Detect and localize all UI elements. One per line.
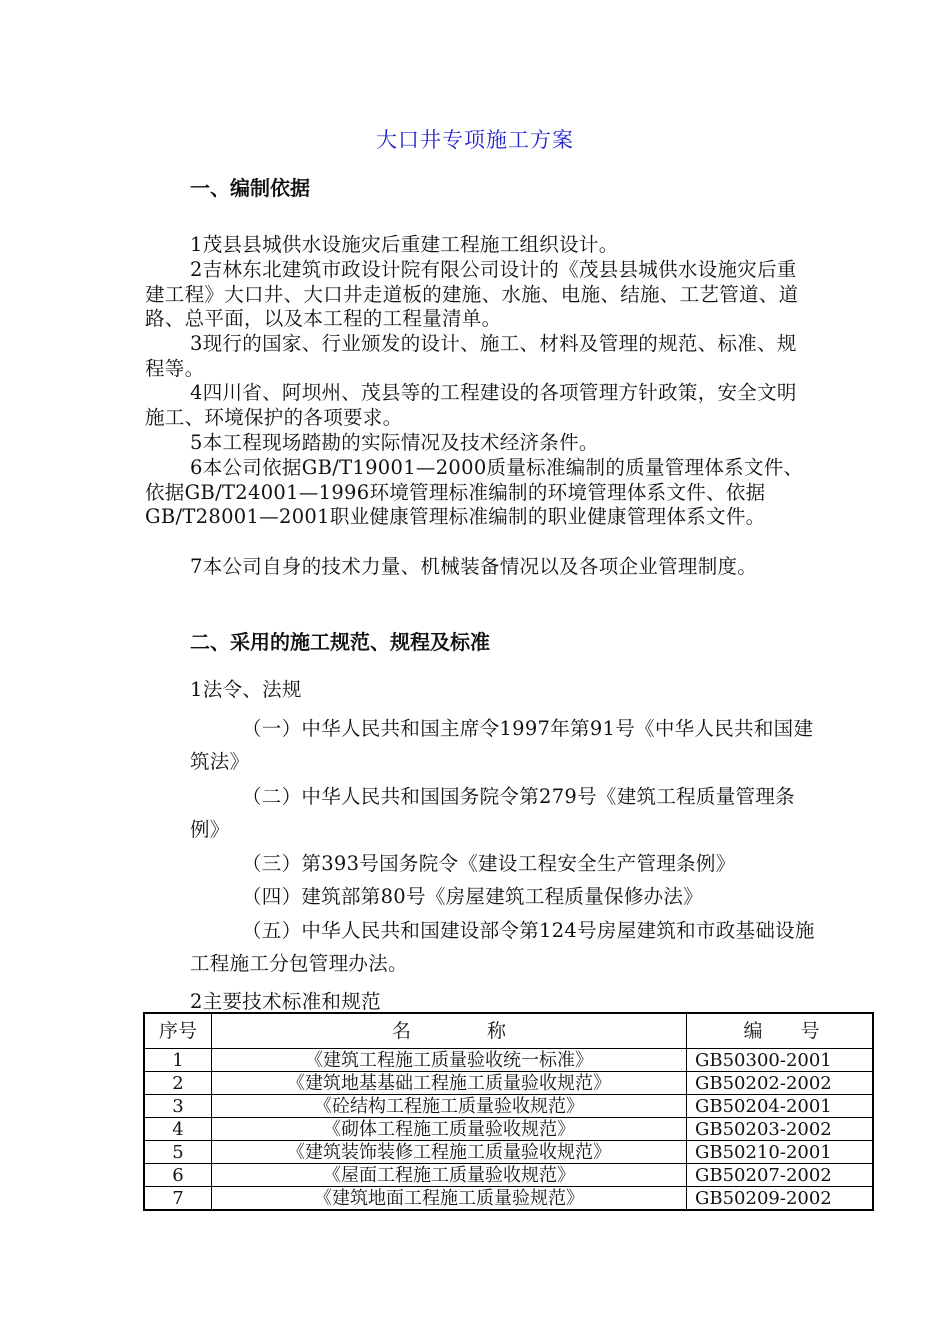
table-row <box>144 1095 873 1118</box>
row-no: 3 <box>144 1095 212 1118</box>
law-item-3: （三）第393号国务院令《建设工程安全生产管理条例》 <box>242 852 736 875</box>
row-code: GB50202-2002 <box>687 1072 874 1095</box>
basis-item-6: 6本公司依据GB/T19001—2000质量标准编制的质量管理体系文件、依据GB/T24001—1996环境管理标准编制的环境管理体系文件、依据GB/T28001—2001职业健康管理标准编制的职业健康管理体系文件。 <box>145 456 804 528</box>
row-code: GB50210-2001 <box>687 1141 874 1164</box>
row-no: 6 <box>144 1164 212 1187</box>
row-name: 《建筑装饰装修工程施工质量验收规范》 <box>212 1141 687 1164</box>
law-item-4: （四）建筑部第80号《房屋建筑工程质量保修办法》 <box>242 885 704 908</box>
row-code: GB50209-2002 <box>687 1187 874 1211</box>
header-name: 名 称 <box>212 1013 687 1049</box>
row-no: 1 <box>144 1049 212 1072</box>
table-row <box>144 1141 873 1164</box>
basis-item-4: 4四川省、阿坝州、茂县等的工程建设的各项管理方针政策，安全文明施工、环境保护的各项要求。 <box>145 381 797 429</box>
section-heading-standards: 二、采用的施工规范、规程及标准 <box>190 630 490 654</box>
row-no: 5 <box>144 1141 212 1164</box>
table-row <box>144 1164 873 1187</box>
basis-item-2: 2吉林东北建筑市政设计院有限公司设计的《茂县县城供水设施灾后重建工程》大口井、大口井走道板的建施、水施、电施、结施、工艺管道、道路、总平面，以及本工程的工程量清单。 <box>145 258 799 330</box>
row-no: 7 <box>144 1187 212 1211</box>
section-heading-basis: 一、编制依据 <box>190 176 310 200</box>
document-title: 大口井专项施工方案 <box>376 128 574 152</box>
row-name: 《建筑地基基础工程施工质量验收规范》 <box>212 1072 687 1095</box>
subsection-laws: 1法令、法规 <box>190 678 302 701</box>
row-name: 《建筑工程施工质量验收统一标准》 <box>212 1049 687 1072</box>
subsection-standards: 2主要技术标准和规范 <box>190 990 381 1013</box>
table-row <box>144 1072 873 1095</box>
row-name: 《砌体工程施工质量验收规范》 <box>212 1118 687 1141</box>
header-no: 序号 <box>144 1013 212 1049</box>
row-no: 4 <box>144 1118 212 1141</box>
table-row <box>144 1187 873 1211</box>
row-name: 《建筑地面工程施工质量验规范》 <box>212 1187 687 1211</box>
row-no: 2 <box>144 1072 212 1095</box>
row-code: GB50207-2002 <box>687 1164 874 1187</box>
basis-item-3: 3现行的国家、行业颁发的设计、施工、材料及管理的规范、标准、规程等。 <box>145 332 797 380</box>
row-code: GB50203-2002 <box>687 1118 874 1141</box>
header-code: 编 号 <box>687 1013 874 1049</box>
basis-item-5: 5本工程现场踏勘的实际情况及技术经济条件。 <box>190 431 599 454</box>
law-item-2: （二）中华人民共和国国务院令第279号《建筑工程质量管理条例》 <box>190 785 795 841</box>
basis-item-1: 1茂县县城供水设施灾后重建工程施工组织设计。 <box>190 233 619 256</box>
law-item-1: （一）中华人民共和国主席令1997年第91号《中华人民共和国建筑法》 <box>190 717 814 773</box>
table-header-row <box>144 1013 873 1049</box>
table-row <box>144 1118 873 1141</box>
row-name: 《砼结构工程施工质量验收规范》 <box>212 1095 687 1118</box>
law-item-5: （五）中华人民共和国建设部令第124号房屋建筑和市政基础设施工程施工分包管理办法。 <box>190 919 815 975</box>
row-name: 《屋面工程施工质量验收规范》 <box>212 1164 687 1187</box>
standards-table <box>143 1012 874 1211</box>
basis-item-7: 7本公司自身的技术力量、机械装备情况以及各项企业管理制度。 <box>190 555 758 578</box>
row-code: GB50204-2001 <box>687 1095 874 1118</box>
row-code: GB50300-2001 <box>687 1049 874 1072</box>
table-row <box>144 1049 873 1072</box>
